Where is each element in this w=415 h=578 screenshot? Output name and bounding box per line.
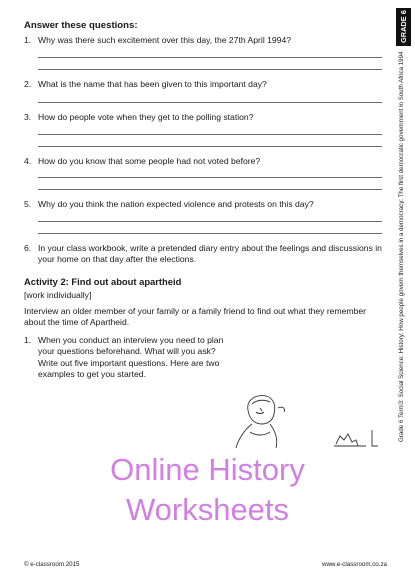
answer-line[interactable] xyxy=(38,134,382,135)
question-text: Why do you think the nation expected violence and protests on this day? xyxy=(38,199,314,209)
subject-line: Grade 6 Term3: Social Science: History: How people govern themselves in a democracy: The first democratic government in South Africa 1994 xyxy=(398,52,405,443)
question-3 xyxy=(24,112,382,124)
question-text: How do people vote when they get to the polling station? xyxy=(38,112,254,122)
question-4 xyxy=(24,156,382,168)
activity-intro: Interview an older member of your family or a family friend to find out what they remember about the time of Apartheid. xyxy=(24,305,366,327)
grade-tab: GRADE 6 xyxy=(396,8,411,46)
question-text: In your class workbook, write a pretended diary entry about the feelings and discussions in your home on that day after the elections. xyxy=(38,242,382,264)
question-text: When you conduct an interview you need to plan your questions beforehand. What will you ask? Write out five important questions. Here are two examples to get you started. xyxy=(38,334,224,379)
question-2 xyxy=(24,79,382,91)
watermark-line-1: Online History xyxy=(110,452,305,487)
question-number: 1. xyxy=(24,35,32,45)
question-number: 3. xyxy=(24,112,32,122)
answer-line[interactable] xyxy=(38,189,382,190)
main-content xyxy=(24,20,382,381)
question-number: 4. xyxy=(24,155,32,166)
footer-url[interactable]: www.e-classroom.co.za xyxy=(322,561,387,568)
question-6 xyxy=(24,243,382,266)
footer-copyright: © e-classroom 2015 xyxy=(24,561,80,568)
question-number: 6. xyxy=(24,242,32,253)
question-text: How do you know that some people had not voted before? xyxy=(38,155,261,166)
answer-line[interactable] xyxy=(38,221,382,222)
answer-line[interactable] xyxy=(38,69,382,70)
answer-line[interactable] xyxy=(38,233,382,234)
question-number: 1. xyxy=(24,334,32,345)
interview-illustration xyxy=(226,390,386,450)
answer-line[interactable] xyxy=(38,102,382,103)
answer-line[interactable] xyxy=(38,177,382,178)
section-heading: Answer these questions: xyxy=(24,20,138,31)
question-text: Why was there such excitement over this day, the 27th April 1994? xyxy=(38,35,292,45)
question-1 xyxy=(24,35,382,47)
question-number: 5. xyxy=(24,199,32,209)
activity-mode: [work individually] xyxy=(24,289,92,300)
question-5 xyxy=(24,199,382,211)
activity-question-1 xyxy=(24,335,229,381)
answer-line[interactable] xyxy=(38,57,382,58)
question-number: 2. xyxy=(24,78,32,89)
watermark-line-2: Worksheets xyxy=(125,492,290,527)
question-text: What is the name that has been given to this important day? xyxy=(38,78,267,89)
answer-line[interactable] xyxy=(38,146,382,147)
activity-title: Activity 2: Find out about apartheid xyxy=(24,275,182,287)
